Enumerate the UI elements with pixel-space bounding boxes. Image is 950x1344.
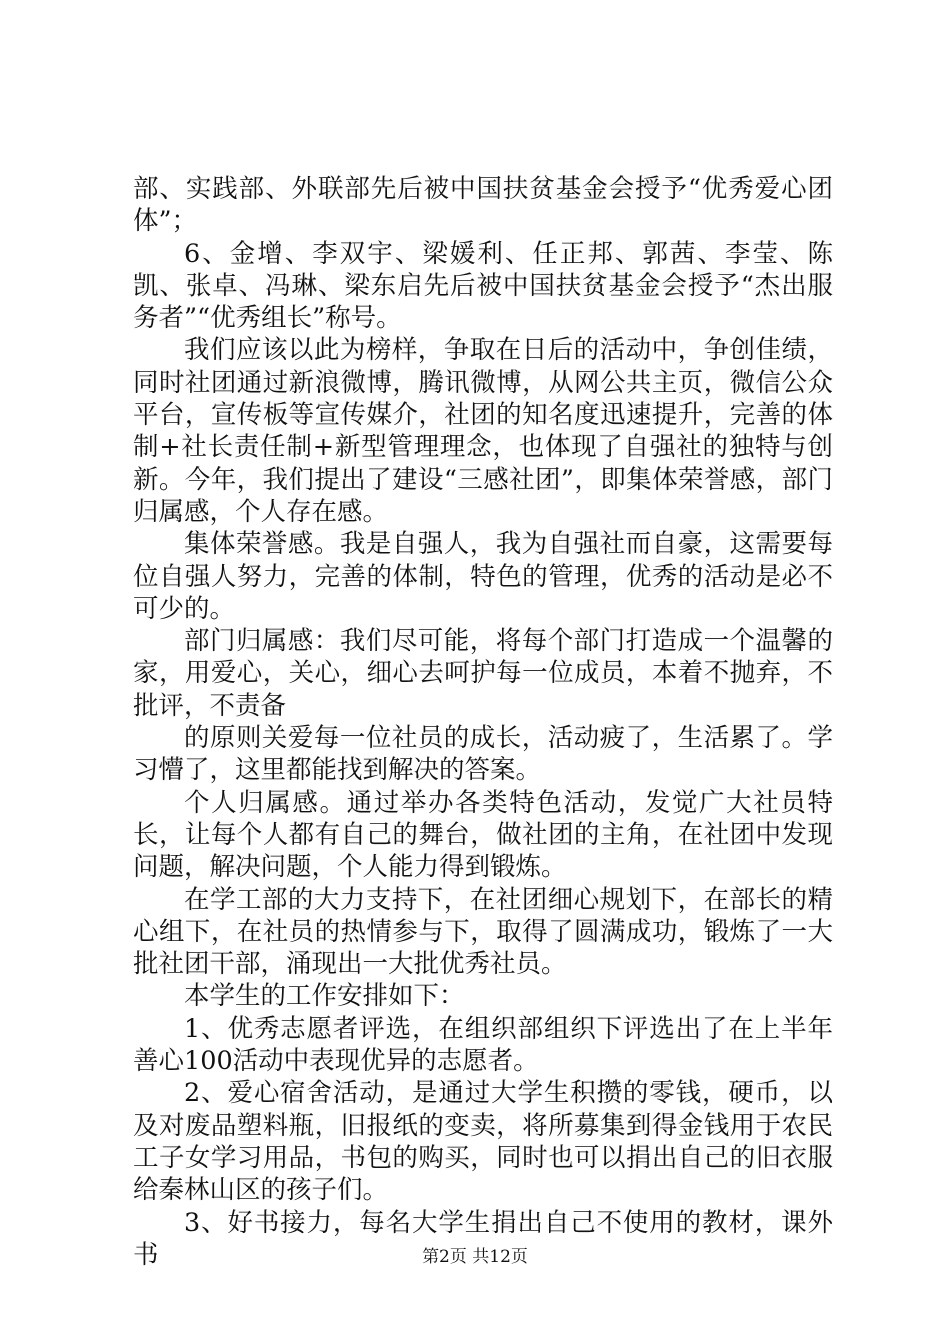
paragraph-8: 在学工部的大力支持下，在社团细心规划下，在部长的精心组下，在社员的热情参与下，取得了圆满成功，锻炼了一大批社团干部，涌现出一大批优秀社员。 <box>133 884 833 980</box>
paragraph-5: 部门归属感：我们尽可能，将每个部门打造成一个温馨的家，用爱心，关心，细心去呵护每一位成员，本着不抛弃，不批评，不责备 <box>133 626 833 721</box>
paragraph-6: 的原则关爱每一位社员的成长，活动疲了，生活累了。学习懵了，这里都能找到解决的答案。 <box>133 723 833 786</box>
paragraph-2: 6、金增、李双宇、梁媛利、任正邦、郭茜、李莹、陈凯、张卓、冯琳、梁东启先后被中国扶贫基金会授予“杰出服务者”“优秀组长”称号。 <box>133 238 833 334</box>
paragraph-12: 3、好书接力，每名大学生捐出自己不使用的教材，课外书 <box>133 1207 833 1270</box>
document-body <box>133 173 833 1271</box>
paragraph-9: 本学生的工作安排如下： <box>184 981 465 1012</box>
page-footer: 第2页 共12页 <box>422 1247 528 1267</box>
paragraph-7: 个人归属感。通过举办各类特色活动，发觉广大社员特长，让每个人都有自己的舞台，做社团的主角，在社团中发现问题，解决问题，个人能力得到锻炼。 <box>133 787 833 883</box>
paragraph-11: 2、爱心宿舍活动，是通过大学生积攒的零钱，硬币，以及对废品塑料瓶，旧报纸的变卖，将所募集到得金钱用于农民工子女学习用品，书包的购买，同时也可以捐出自己的旧衣服给秦林山区的孩子们。 <box>133 1078 833 1206</box>
paragraph-4: 集体荣誉感。我是自强人，我为自强社而自豪，这需要每位自强人努力，完善的体制，特色的管理，优秀的活动是必不可少的。 <box>133 529 833 624</box>
paragraph-3: 我们应该以此为榜样，争取在日后的活动中，争创佳绩，同时社团通过新浪微博，腾讯微博，从网公共主页，微信公众平台，宣传板等宣传媒介，社团的知名度迅速提升，完善的体制+社长责任制+新型管理理念，也体现了自强社的独特与创新。今年，我们提出了建设“三感社团”，即集体荣誉感，部门归属感，个人存在感。 <box>133 335 833 527</box>
paragraph-10: 1、优秀志愿者评选，在组织部组织下评选出了在上半年善心100活动中表现优异的志愿者。 <box>133 1013 833 1077</box>
paragraph-1: 部、实践部、外联部先后被中国扶贫基金会授予“优秀爱心团体”； <box>133 174 833 237</box>
